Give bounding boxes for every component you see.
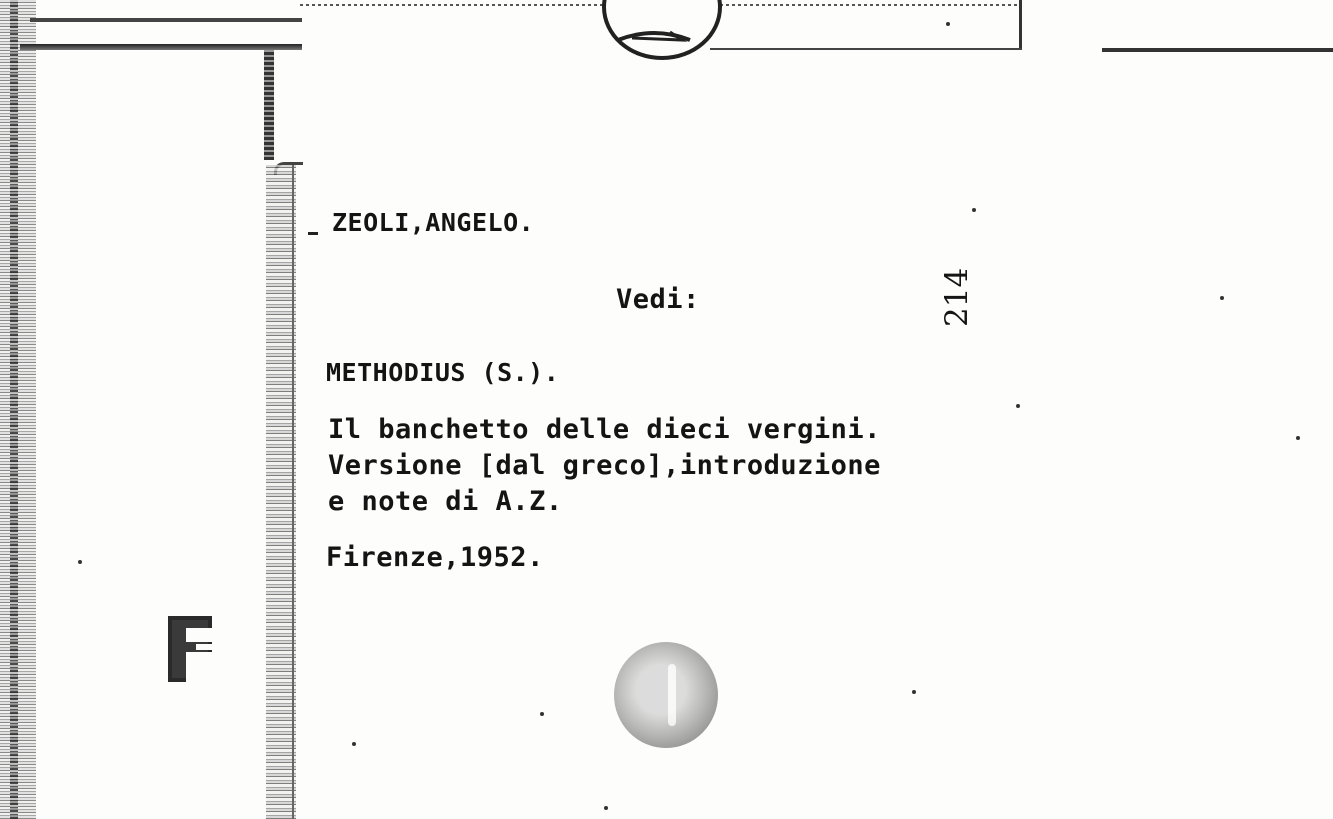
letter-f-icon (166, 614, 214, 684)
arrow-icon (612, 24, 696, 48)
card-edge-line (292, 165, 294, 819)
punch-hole-bottom (614, 642, 718, 748)
shelf-number: 214 (939, 267, 975, 327)
top-rule-left-lower (20, 44, 302, 50)
speck (352, 742, 356, 746)
title-line: Versione [dal greco],introduzione (328, 450, 881, 481)
speck (912, 690, 916, 694)
main-author: METHODIUS (S.). (326, 358, 560, 387)
top-rule-right (1102, 48, 1333, 52)
added-entry-name: ZEOLI,ANGELO. (332, 208, 535, 237)
title-line: Il banchetto delle dieci vergini. (328, 414, 881, 445)
see-reference-label: Vedi: (616, 284, 700, 315)
speck (946, 22, 950, 26)
drawer-divider (264, 50, 274, 160)
title-line: e note di A.Z. (328, 486, 563, 517)
speck (1220, 296, 1224, 300)
imprint: Firenze,1952. (326, 542, 544, 573)
top-bracket-horizontal (710, 48, 1022, 50)
left-margin-strip (0, 0, 36, 819)
speck (972, 208, 976, 212)
left-margin-edge (10, 0, 18, 819)
margin-letter-stamp (166, 614, 214, 684)
heading-dash (308, 232, 318, 235)
top-rule-left (30, 18, 302, 22)
speck (540, 712, 544, 716)
top-bracket-vertical (1019, 0, 1022, 50)
title-statement (328, 412, 881, 520)
speck (604, 806, 608, 810)
speck (1016, 404, 1020, 408)
speck (78, 560, 82, 564)
speck (1296, 436, 1300, 440)
